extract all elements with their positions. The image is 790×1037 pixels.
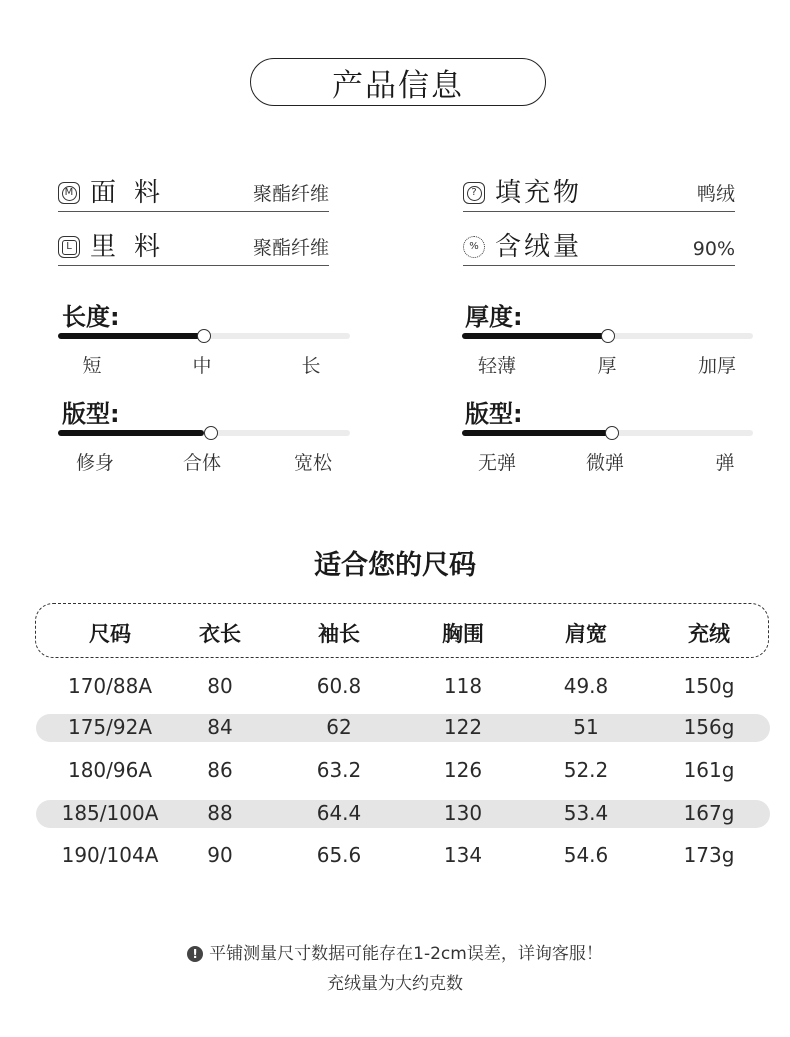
table-cell: 62 (326, 715, 352, 739)
size-heading: 适合您的尺码 (314, 550, 476, 581)
exclamation-icon: ! (187, 946, 203, 962)
slider-title-elasticity: 版型: (465, 400, 523, 428)
down-fill-note: 充绒量为大约克数 (327, 974, 463, 994)
table-cell: 175/92A (67, 715, 153, 739)
slider-tick-label: 轻薄 (477, 355, 516, 377)
question-icon: ? (463, 182, 485, 204)
info-label: 面料 (90, 178, 179, 208)
table-cell: 118 (443, 674, 483, 698)
table-cell: 90 (207, 843, 233, 867)
table-cell: 52.2 (563, 758, 609, 782)
table-cell: 80 (207, 674, 233, 698)
slider-tick-label: 无弹 (477, 452, 516, 474)
slider-tick-label: 合体 (182, 452, 221, 474)
table-cell: 53.4 (563, 801, 609, 825)
letter-m-icon: M (58, 182, 80, 204)
slider-tick-label: 长 (301, 355, 321, 377)
table-header-cell: 肩宽 (565, 622, 607, 646)
slider-tick-label: 加厚 (697, 355, 736, 377)
info-label: 含绒量 (495, 232, 583, 262)
table-header-cell: 充绒 (688, 622, 730, 646)
table-cell: 88 (207, 801, 233, 825)
table-cell: 84 (207, 715, 233, 739)
table-cell: 49.8 (563, 674, 609, 698)
slider-title-length: 长度: (62, 303, 120, 331)
table-cell: 51 (573, 715, 599, 739)
slider-tick-label: 短 (82, 355, 102, 377)
table-cell: 134 (443, 843, 483, 867)
table-cell: 173g (683, 843, 735, 867)
table-cell: 54.6 (563, 843, 609, 867)
slider-tick-label: 厚 (597, 355, 617, 377)
table-header-cell: 胸围 (442, 622, 484, 646)
table-cell: 64.4 (316, 801, 362, 825)
info-label: 里料 (90, 232, 179, 262)
table-cell: 161g (683, 758, 735, 782)
table-cell: 130 (443, 801, 483, 825)
measurement-note-text: 平铺测量尺寸数据可能存在1-2cm误差，详询客服！ (209, 944, 603, 964)
table-cell: 126 (443, 758, 483, 782)
table-cell: 185/100A (61, 801, 159, 825)
table-cell: 156g (683, 715, 735, 739)
table-header-cell: 尺码 (89, 622, 131, 646)
letter-l-icon: L (58, 236, 80, 258)
slider-tick-label: 微弹 (585, 452, 624, 474)
table-cell: 60.8 (316, 674, 362, 698)
table-header-cell: 衣长 (199, 622, 241, 646)
table-cell: 63.2 (316, 758, 362, 782)
measurement-note (0, 939, 790, 964)
product-info-title: 产品信息 (332, 67, 464, 104)
table-cell: 150g (683, 674, 735, 698)
info-label: 填充物 (495, 178, 583, 208)
table-cell: 86 (207, 758, 233, 782)
table-cell: 190/104A (61, 843, 159, 867)
slider-title-fit: 版型: (62, 400, 120, 428)
table-cell: 65.6 (316, 843, 362, 867)
slider-tick-label: 修身 (75, 452, 114, 474)
table-header-cell: 袖长 (318, 622, 360, 646)
table-cell: 167g (683, 801, 735, 825)
info-value: 鸭绒 (696, 183, 735, 205)
table-cell: 180/96A (67, 758, 153, 782)
table-cell: 170/88A (67, 674, 153, 698)
info-value: 聚酯纤维 (252, 183, 329, 205)
info-value: 聚酯纤维 (252, 237, 329, 259)
slider-tick-label: 中 (192, 355, 212, 377)
percent-ring-icon: % (463, 236, 485, 258)
info-value: 90% (692, 238, 735, 260)
slider-tick-label: 弹 (715, 452, 735, 474)
table-cell: 122 (443, 715, 483, 739)
slider-tick-label: 宽松 (293, 452, 332, 474)
slider-title-thickness: 厚度: (465, 303, 523, 331)
